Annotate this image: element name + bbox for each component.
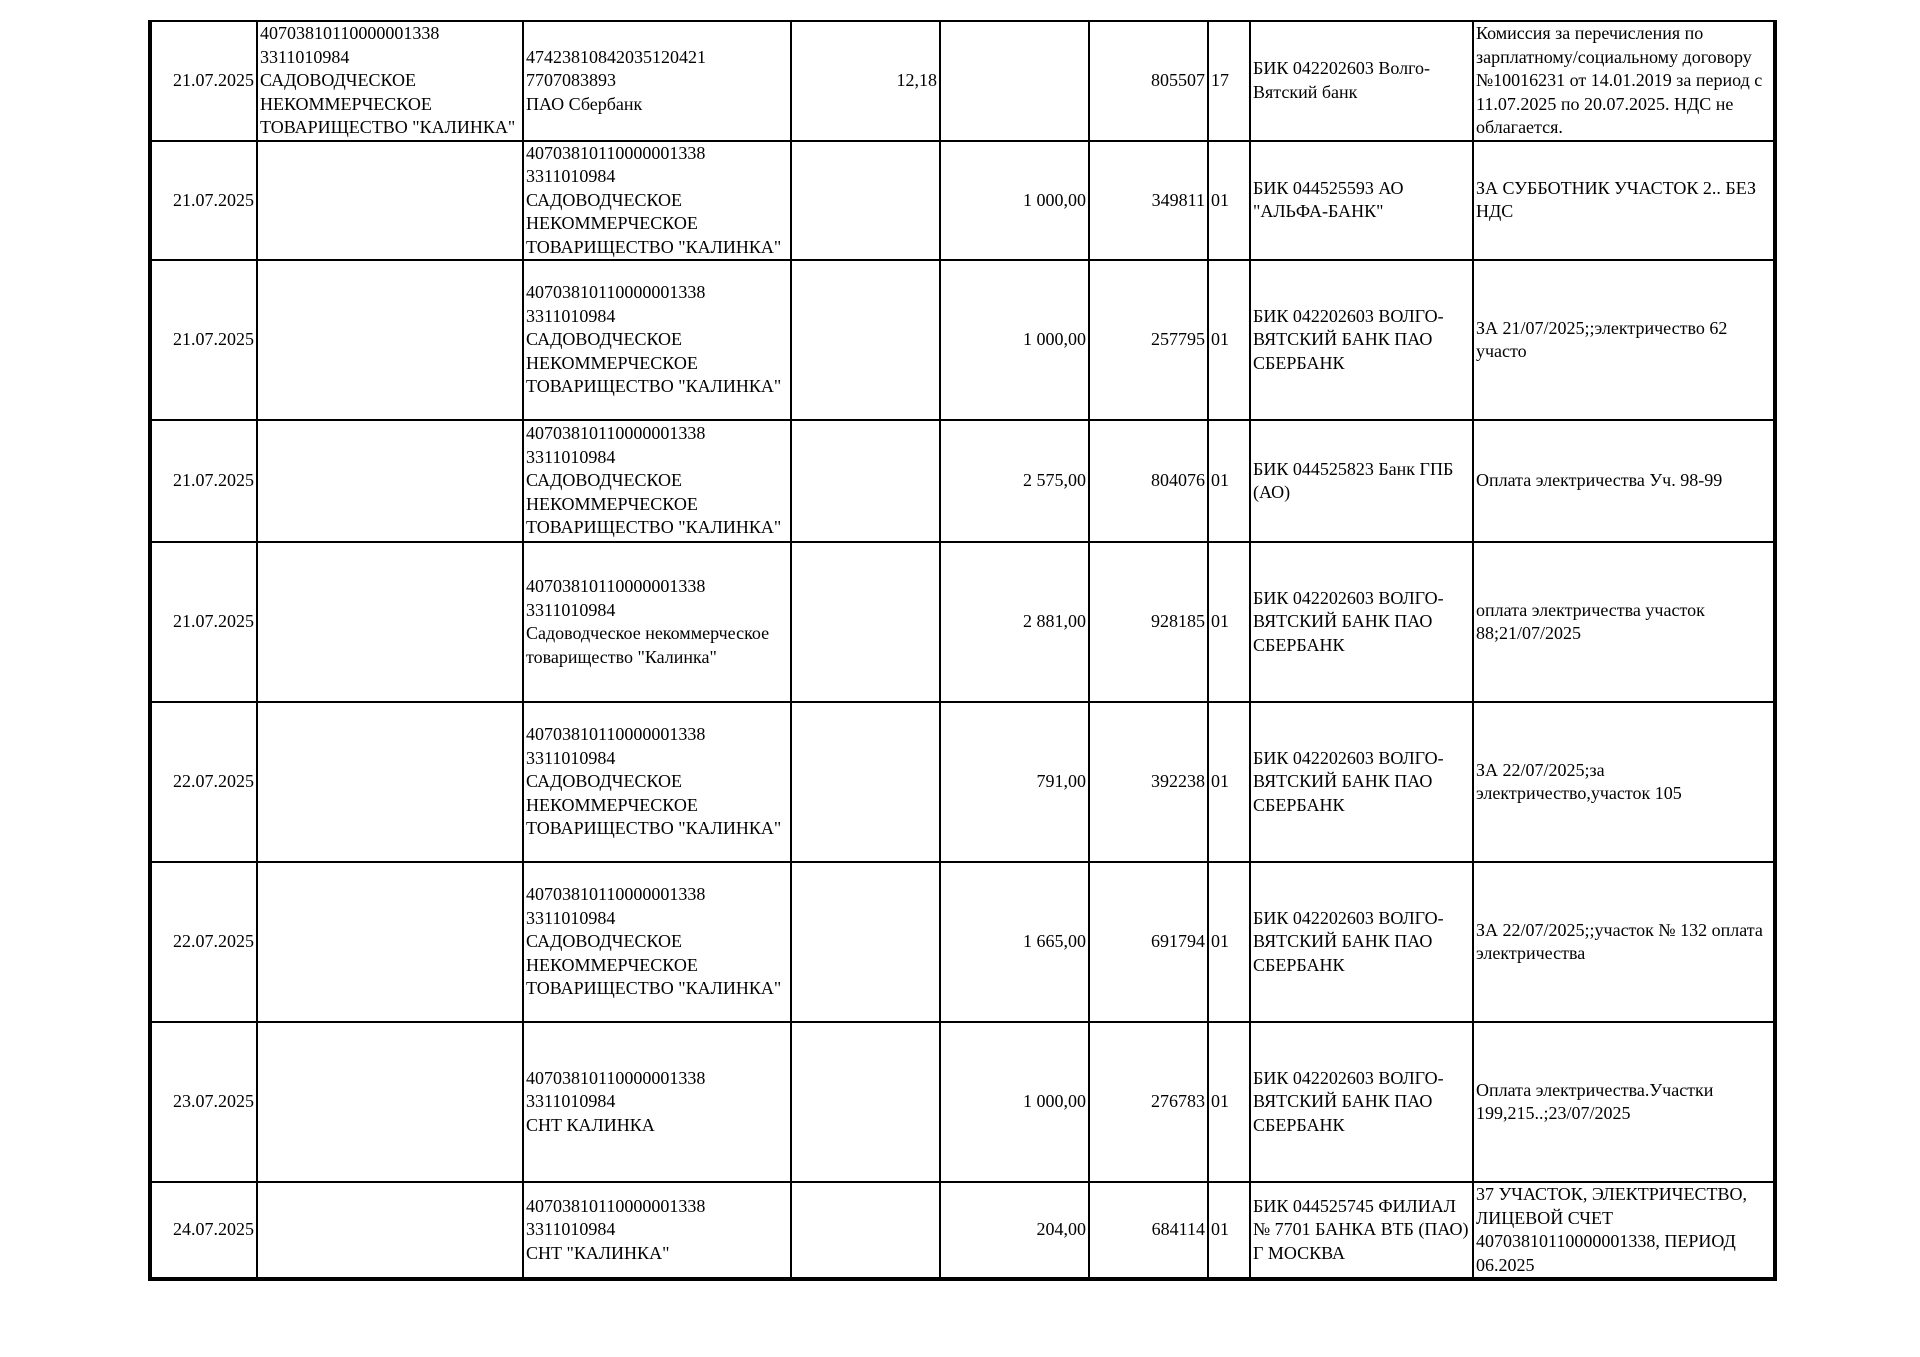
row-payment-purpose: ЗА 21/07/2025;;электричество 62 участо [1473,260,1775,420]
row-operation-code: 01 [1208,862,1250,1022]
row-date: 23.07.2025 [150,1022,257,1182]
row-credit-amount: 1 000,00 [940,260,1089,420]
row-date: 22.07.2025 [150,702,257,862]
row-debit-amount [791,702,940,862]
row-recipient-account: 40703810110000001338 3311010984 САДОВОДЧЕСКОЕ НЕКОММЕРЧЕСКОЕ ТОВАРИЩЕСТВО "КАЛИНКА" [523,141,791,261]
row-debit-amount [791,1022,940,1182]
row-payer-account [257,542,523,702]
row-document-number: 804076 [1089,420,1208,542]
row-recipient-account: 40703810110000001338 3311010984 САДОВОДЧЕСКОЕ НЕКОММЕРЧЕСКОЕ ТОВАРИЩЕСТВО "КАЛИНКА" [523,862,791,1022]
row-date: 21.07.2025 [150,141,257,261]
row-credit-amount: 2 575,00 [940,420,1089,542]
row-document-number: 684114 [1089,1182,1208,1279]
row-recipient-account: 47423810842035120421 7707083893 ПАО Сбербанк [523,21,791,141]
row-operation-code: 01 [1208,1182,1250,1279]
row-bank-details: БИК 042202603 ВОЛГО-ВЯТСКИЙ БАНК ПАО СБЕРБАНК [1250,1022,1473,1182]
row-bank-details: БИК 042202603 ВОЛГО-ВЯТСКИЙ БАНК ПАО СБЕРБАНК [1250,862,1473,1022]
row-bank-details: БИК 042202603 ВОЛГО-ВЯТСКИЙ БАНК ПАО СБЕРБАНК [1250,260,1473,420]
row-recipient-account: 40703810110000001338 3311010984 САДОВОДЧЕСКОЕ НЕКОММЕРЧЕСКОЕ ТОВАРИЩЕСТВО "КАЛИНКА" [523,702,791,862]
row-bank-details: БИК 044525823 Банк ГПБ (АО) [1250,420,1473,542]
row-credit-amount: 1 000,00 [940,1022,1089,1182]
row-credit-amount: 204,00 [940,1182,1089,1279]
row-payer-account [257,1182,523,1279]
row-document-number: 691794 [1089,862,1208,1022]
table-row [150,21,1775,141]
row-credit-amount: 1 000,00 [940,141,1089,261]
table-row [150,141,1775,261]
row-payer-account [257,420,523,542]
row-credit-amount: 2 881,00 [940,542,1089,702]
row-document-number: 805507 [1089,21,1208,141]
row-operation-code: 01 [1208,1022,1250,1182]
row-payer-account [257,1022,523,1182]
row-recipient-account: 40703810110000001338 3311010984 САДОВОДЧЕСКОЕ НЕКОММЕРЧЕСКОЕ ТОВАРИЩЕСТВО "КАЛИНКА" [523,260,791,420]
row-date: 21.07.2025 [150,21,257,141]
row-credit-amount: 791,00 [940,702,1089,862]
row-debit-amount [791,260,940,420]
row-date: 21.07.2025 [150,260,257,420]
row-credit-amount: 1 665,00 [940,862,1089,1022]
statement-rows [150,21,1775,1279]
table-row [150,1022,1775,1182]
row-payment-purpose: ЗА СУББОТНИК УЧАСТОК 2.. БЕЗ НДС [1473,141,1775,261]
row-bank-details: БИК 044525593 АО "АЛЬФА-БАНК" [1250,141,1473,261]
row-recipient-account: 40703810110000001338 3311010984 САДОВОДЧЕСКОЕ НЕКОММЕРЧЕСКОЕ ТОВАРИЩЕСТВО "КАЛИНКА" [523,420,791,542]
row-debit-amount: 12,18 [791,21,940,141]
row-bank-details: БИК 042202603 ВОЛГО-ВЯТСКИЙ БАНК ПАО СБЕРБАНК [1250,542,1473,702]
row-payer-account [257,702,523,862]
row-payer-account [257,260,523,420]
row-document-number: 257795 [1089,260,1208,420]
row-operation-code: 01 [1208,141,1250,261]
row-payer-account: 40703810110000001338 3311010984 САДОВОДЧЕСКОЕ НЕКОММЕРЧЕСКОЕ ТОВАРИЩЕСТВО "КАЛИНКА" [257,21,523,141]
row-document-number: 349811 [1089,141,1208,261]
table-row [150,260,1775,420]
row-payer-account [257,862,523,1022]
row-payment-purpose: 37 УЧАСТОК, ЭЛЕКТРИЧЕСТВО, ЛИЦЕВОЙ СЧЕТ 40703810110000001338, ПЕРИОД 06.2025 [1473,1182,1775,1279]
row-debit-amount [791,420,940,542]
table-row [150,1182,1775,1279]
row-bank-details: БИК 044525745 ФИЛИАЛ № 7701 БАНКА ВТБ (ПАО) Г МОСКВА [1250,1182,1473,1279]
row-payment-purpose: оплата электричества участок 88;21/07/2025 [1473,542,1775,702]
bank-statement-table [148,20,1777,1281]
row-document-number: 392238 [1089,702,1208,862]
row-payment-purpose: Комиссия за перечисления по зарплатному/социальному договору №10016231 от 14.01.2019 за период с 11.07.2025 по 20.07.2025. НДС не облагается. [1473,21,1775,141]
row-credit-amount [940,21,1089,141]
row-document-number: 276783 [1089,1022,1208,1182]
row-payment-purpose: ЗА 22/07/2025;;участок № 132 оплата электричества [1473,862,1775,1022]
row-recipient-account: 40703810110000001338 3311010984 СНТ "КАЛИНКА" [523,1182,791,1279]
row-recipient-account: 40703810110000001338 3311010984 СНТ КАЛИНКА [523,1022,791,1182]
table-row [150,420,1775,542]
table-row [150,542,1775,702]
row-date: 21.07.2025 [150,420,257,542]
row-debit-amount [791,141,940,261]
row-date: 24.07.2025 [150,1182,257,1279]
row-debit-amount [791,1182,940,1279]
row-bank-details: БИК 042202603 Волго-Вятский банк [1250,21,1473,141]
row-payer-account [257,141,523,261]
row-debit-amount [791,542,940,702]
row-bank-details: БИК 042202603 ВОЛГО-ВЯТСКИЙ БАНК ПАО СБЕРБАНК [1250,702,1473,862]
row-payment-purpose: ЗА 22/07/2025;за электричество,участок 105 [1473,702,1775,862]
row-payment-purpose: Оплата электричества.Участки 199,215..;23/07/2025 [1473,1022,1775,1182]
row-payment-purpose: Оплата электричества Уч. 98-99 [1473,420,1775,542]
row-operation-code: 01 [1208,702,1250,862]
row-date: 22.07.2025 [150,862,257,1022]
table-row [150,862,1775,1022]
row-operation-code: 01 [1208,542,1250,702]
row-operation-code: 17 [1208,21,1250,141]
row-date: 21.07.2025 [150,542,257,702]
row-operation-code: 01 [1208,420,1250,542]
row-debit-amount [791,862,940,1022]
row-recipient-account: 40703810110000001338 3311010984 Садоводческое некоммерческое товарищество "Калинка" [523,542,791,702]
row-document-number: 928185 [1089,542,1208,702]
table-row [150,702,1775,862]
row-operation-code: 01 [1208,260,1250,420]
